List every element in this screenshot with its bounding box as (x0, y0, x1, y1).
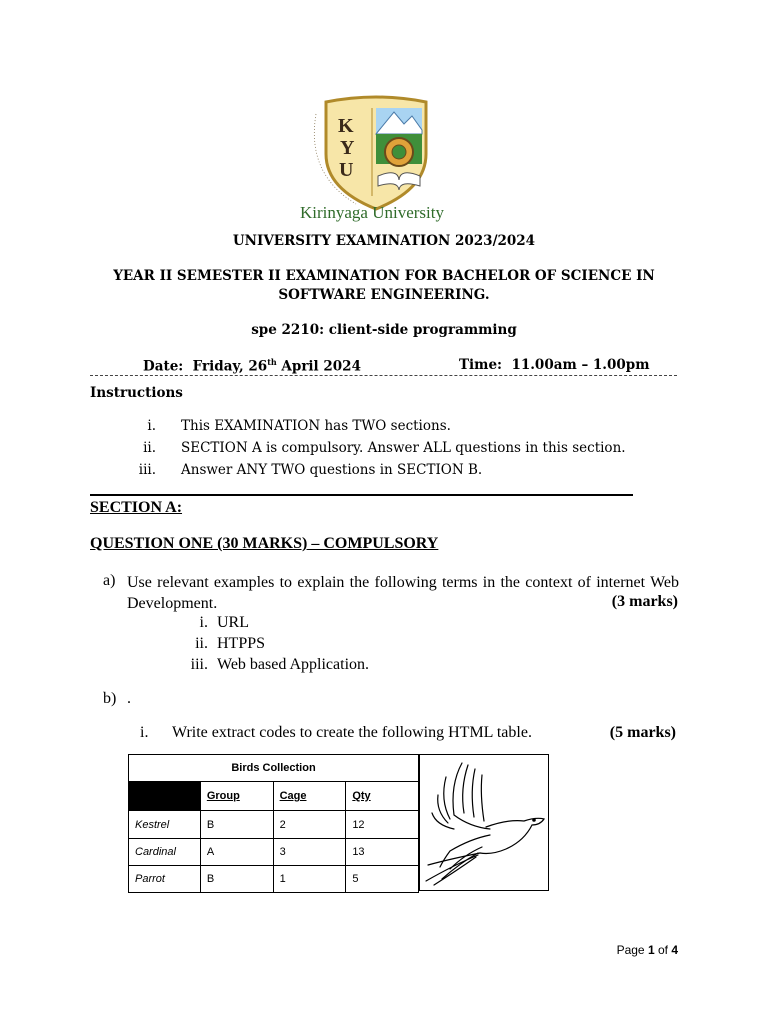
section-a-title: SECTION A: (90, 499, 183, 516)
table-cell: 2 (273, 811, 346, 839)
item-number: iii. (190, 656, 208, 673)
exam-date (143, 357, 361, 375)
part-a-text: Use relevant examples to explain the following terms in the context of internet Web Development. (127, 574, 679, 612)
page-number (617, 943, 678, 957)
date-day: Friday, 26 (192, 358, 268, 375)
part-b-text: . (127, 690, 131, 707)
table-cell: 12 (346, 811, 419, 839)
date-label: Date: (143, 358, 184, 375)
part-b-sub-marks: (5 marks) (609, 724, 676, 741)
page-of: of (654, 943, 672, 957)
table-cell: 5 (346, 866, 419, 893)
table-cell: A (200, 839, 273, 866)
part-b-sub-text: Write extract codes to create the following HTML table. (172, 724, 532, 741)
instruction-number: iii. (138, 462, 156, 478)
header-cell: Qty (346, 782, 419, 811)
table-header-row (129, 782, 419, 811)
instruction-text: This EXAMINATION has TWO sections. (181, 418, 451, 434)
item-number: ii. (195, 635, 208, 652)
page-current: 1 (647, 943, 655, 957)
header-cell: Cage (273, 782, 346, 811)
dove-image (419, 754, 549, 891)
page-prefix: Page (616, 943, 648, 957)
part-a-label: a) (103, 572, 116, 589)
instruction-item (90, 440, 650, 460)
part-a-item (0, 656, 600, 676)
table-cell: 3 (273, 839, 346, 866)
svg-text:Y: Y (340, 137, 355, 159)
part-b-label: b) (103, 690, 117, 707)
instruction-text: Answer ANY TWO questions in SECTION B. (181, 462, 483, 478)
table-cell: 13 (346, 839, 419, 866)
row-name-cell: Parrot (129, 866, 201, 893)
date-time-line (90, 357, 677, 376)
course-title: spe 2210: client-side programming (251, 322, 517, 338)
table-cell: B (200, 866, 273, 893)
part-a-item (0, 614, 600, 634)
date-suffix: th (267, 357, 277, 367)
section-divider (90, 494, 633, 496)
instruction-item (90, 462, 650, 482)
program-line: YEAR II SEMESTER II EXAMINATION FOR BACHELOR OF SCIENCE IN SOFTWARE ENGINEERING. (113, 268, 655, 303)
time-value: 11.00am – 1.00pm (511, 357, 650, 373)
part-b-sub-number: i. (140, 724, 149, 741)
item-text: HTPPS (217, 635, 266, 652)
row-name-cell: Cardinal (129, 839, 201, 866)
table-row (129, 839, 419, 866)
table-row (129, 811, 419, 839)
svg-text:U: U (339, 159, 354, 181)
exam-time (459, 357, 650, 373)
header-cell: Group (200, 782, 273, 811)
university-logo (286, 94, 486, 224)
time-label: Time: (459, 357, 503, 373)
instruction-item (90, 418, 650, 438)
birds-table (128, 754, 419, 893)
table-caption: Birds Collection (129, 755, 419, 782)
exam-title: UNIVERSITY EXAMINATION 2023/2024 (232, 233, 536, 249)
page-total: 4 (671, 943, 678, 957)
table-cell: B (200, 811, 273, 839)
table-row (129, 866, 419, 893)
item-number: i. (199, 614, 208, 631)
part-a-marks: (3 marks) (611, 593, 678, 610)
date-month-year: April 2024 (276, 358, 361, 375)
instruction-number: ii. (143, 440, 156, 456)
instructions-heading: Instructions (90, 385, 183, 401)
svg-text:K: K (338, 115, 354, 137)
row-name-cell: Kestrel (129, 811, 201, 839)
header-empty-cell (129, 782, 201, 811)
item-text: Web based Application. (217, 656, 370, 673)
table-cell: 1 (273, 866, 346, 893)
question-one-title: QUESTION ONE (30 MARKS) – COMPULSORY (90, 535, 439, 552)
instruction-text: SECTION A is compulsory. Answer ALL questions in this section. (181, 440, 626, 456)
university-name-text: Kirinyaga University (300, 203, 444, 222)
part-a-item (0, 635, 600, 655)
instruction-number: i. (147, 418, 156, 434)
dove-icon (420, 755, 548, 890)
item-text: URL (217, 614, 249, 631)
